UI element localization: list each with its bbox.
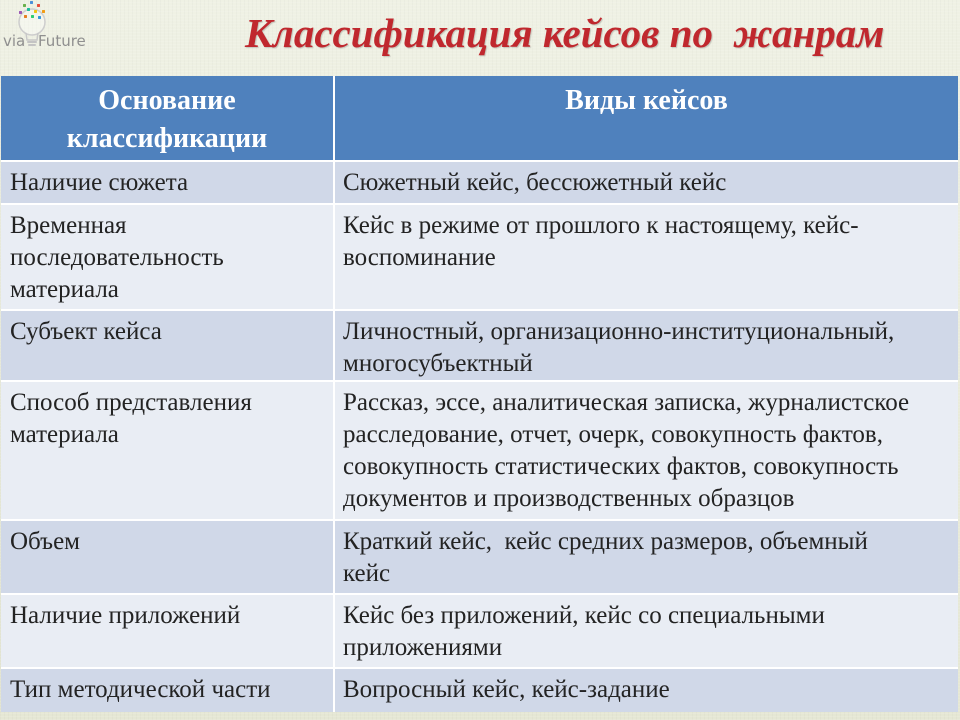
table-header-row	[1, 76, 958, 160]
via-future-logo	[0, 0, 100, 56]
row-types-cell: Кейс без приложений, кейс со специальными приложениями	[335, 595, 958, 667]
row-basis-cell: Временная последовательность материала	[1, 205, 333, 309]
table-row	[1, 593, 958, 667]
table-row	[1, 203, 958, 309]
classification-table	[1, 76, 958, 712]
row-basis-cell: Способ представления материала	[1, 382, 333, 519]
logo-name-text: Future	[38, 32, 86, 50]
row-types-cell: Кейс в режиме от прошлого к настоящему, кейс- воспоминание	[335, 205, 958, 309]
row-types-cell: Сюжетный кейс, бессюжетный кейс	[335, 162, 958, 203]
row-types-cell: Краткий кейс, кейс средних размеров, объемный кейс	[335, 521, 958, 593]
logo-prefix-text: via	[3, 32, 26, 50]
row-types-cell: Вопросный кейс, кейс-задание	[335, 669, 958, 712]
table-row	[1, 309, 958, 380]
table-row	[1, 380, 958, 519]
row-basis-cell: Наличие приложений	[1, 595, 333, 667]
header-types-cell: Виды кейсов	[335, 76, 958, 160]
row-basis-cell: Наличие сюжета	[1, 162, 333, 203]
row-basis-cell: Объем	[1, 521, 333, 593]
table-row	[1, 519, 958, 593]
header-basis-cell: Основание классификации	[1, 76, 333, 160]
table-row	[1, 667, 958, 712]
row-basis-cell: Субъект кейса	[1, 311, 333, 380]
row-types-cell: Рассказ, эссе, аналитическая записка, журналистское расследование, отчет, очерк, совокупность фактов, совокупность статистических фактов, совокупность документов и производственных образцов	[335, 382, 958, 519]
slide-title: Классификация кейсов по жанрам	[245, 10, 885, 56]
row-types-cell: Личностный, организационно-институциональный, многосубъектный	[335, 311, 958, 380]
table-row	[1, 160, 958, 203]
row-basis-cell: Тип методической части	[1, 669, 333, 712]
